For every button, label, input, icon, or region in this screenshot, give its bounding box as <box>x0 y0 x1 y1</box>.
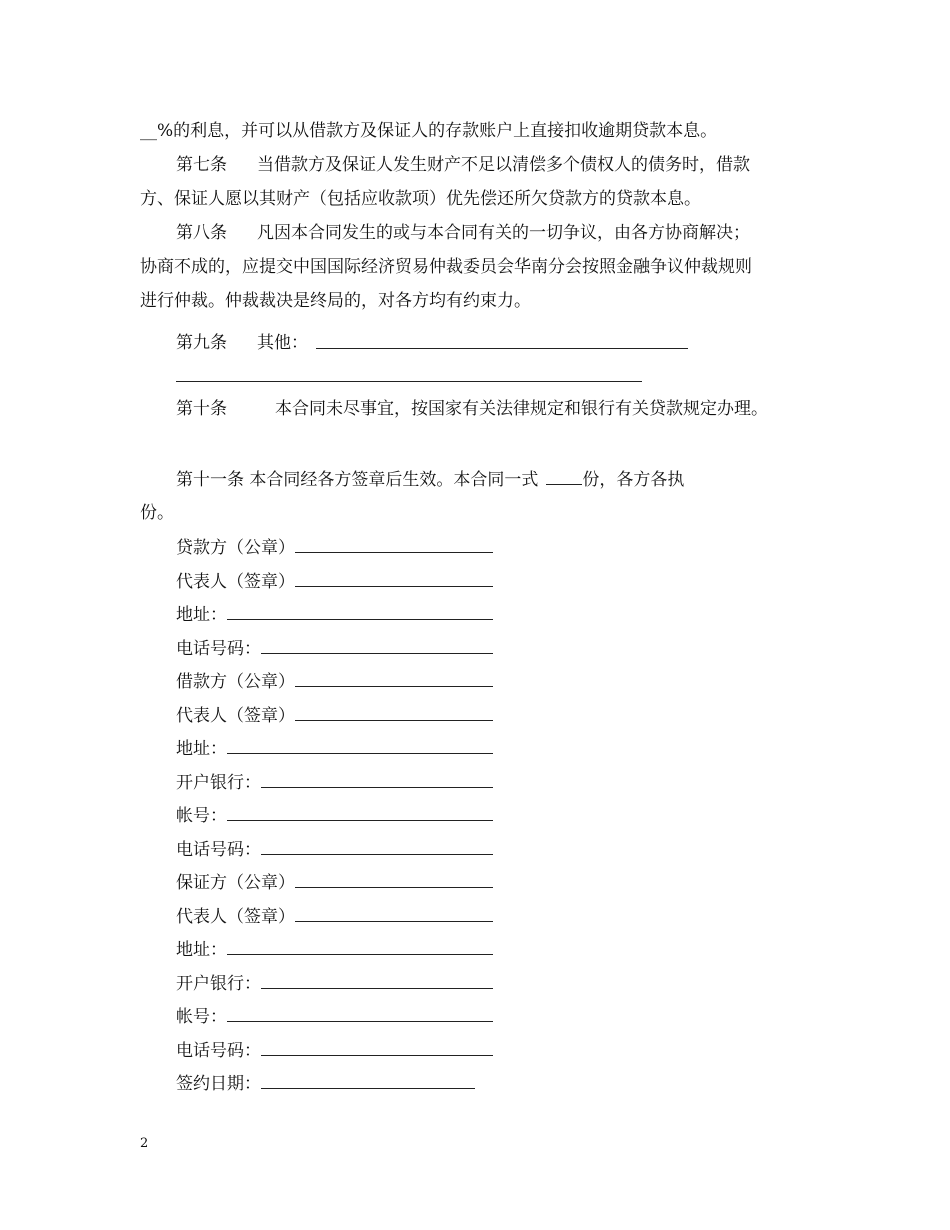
article-text: 凡因本合同发生的或与本合同有关的一切争议，由各方协商解决； <box>257 223 750 243</box>
article-11-line-2 <box>140 502 174 524</box>
signature-field-label: 地址： <box>176 605 227 625</box>
article-text: 其他： <box>257 333 308 353</box>
signature-field-blank[interactable] <box>227 737 493 754</box>
article-text: 第十一条 本合同经各方签章后生效。本合同一式 <box>176 470 539 490</box>
signature-field-row <box>176 871 493 894</box>
article-8-line-2 <box>140 256 752 278</box>
signature-field-row <box>176 670 493 693</box>
article-9-line <box>176 332 308 354</box>
signature-field-blank[interactable] <box>261 637 493 654</box>
article-number: 第七条 <box>176 155 227 175</box>
signature-field-label: 地址： <box>176 739 227 759</box>
article-text: 进行仲裁。仲裁裁决是终局的，对各方均有约束力。 <box>140 291 531 311</box>
signature-field-row <box>176 704 493 727</box>
fill-in-line[interactable] <box>176 381 642 382</box>
article-8-line-1 <box>176 222 750 244</box>
article-8-line-3 <box>140 290 531 312</box>
page-number: 2 <box>140 1136 149 1151</box>
article-number: 第九条 <box>176 333 227 353</box>
article-7-line-1 <box>176 154 750 176</box>
signature-field-row <box>176 804 493 827</box>
signature-field-row <box>176 972 493 995</box>
signature-field-blank[interactable] <box>227 938 493 955</box>
signature-field-label: 电话号码： <box>176 839 261 860</box>
signature-field-blank[interactable] <box>261 1072 475 1089</box>
fill-in-line[interactable] <box>316 348 688 349</box>
signature-field-row <box>176 1039 493 1062</box>
signature-field-row <box>176 536 493 559</box>
signature-field-label: 保证方（公章） <box>176 873 295 893</box>
article-11-line-1 <box>176 468 684 491</box>
signature-field-label: 开户银行： <box>176 772 261 793</box>
article-text: 当借款方及保证人发生财产不足以清偿多个债权人的债务时，借款 <box>257 155 750 175</box>
article-text: 方、保证人愿以其财产（包括应收款项）优先偿还所欠贷款方的贷款本息。 <box>140 189 701 209</box>
paragraph-continuation <box>140 120 717 142</box>
signature-field-blank[interactable] <box>227 603 493 620</box>
signature-field-label: 电话号码： <box>176 638 261 659</box>
copies-blank[interactable] <box>546 468 582 485</box>
signature-field-label: 开户银行： <box>176 973 261 994</box>
signature-field-label: 借款方（公章） <box>176 672 295 692</box>
signature-field-row <box>176 603 493 626</box>
signature-field-label: 签约日期： <box>176 1074 261 1094</box>
article-number: 第八条 <box>176 223 227 243</box>
signature-field-label: 代表人（签章） <box>176 906 295 927</box>
signature-field-blank[interactable] <box>261 1039 493 1056</box>
signature-field-label: 电话号码： <box>176 1040 261 1061</box>
signature-field-blank[interactable] <box>295 570 493 587</box>
signature-field-label: 帐号： <box>176 806 227 826</box>
signature-field-blank[interactable] <box>227 1005 493 1022</box>
signature-field-label: 帐号： <box>176 1007 227 1027</box>
signature-field-row <box>176 838 493 861</box>
signature-field-label: 代表人（签章） <box>176 705 295 726</box>
signature-field-row <box>176 570 493 593</box>
article-text: 份，各方各执 <box>582 470 685 490</box>
signature-field-blank[interactable] <box>227 804 493 821</box>
signature-field-blank[interactable] <box>295 670 493 687</box>
article-text: 份。 <box>140 503 174 523</box>
signature-field-row <box>176 771 493 794</box>
signature-field-blank[interactable] <box>295 905 493 922</box>
article-10-line <box>176 398 768 420</box>
signature-field-label: 贷款方（公章） <box>176 538 295 558</box>
signature-field-blank[interactable] <box>295 536 493 553</box>
signature-field-row <box>176 938 493 961</box>
article-text: 本合同未尽事宜，按国家有关法律规定和银行有关贷款规定办理。 <box>275 399 768 419</box>
signature-field-blank[interactable] <box>261 972 493 989</box>
signature-field-row <box>176 637 493 660</box>
signature-field-blank[interactable] <box>295 871 493 888</box>
article-number: 第十条 <box>176 399 227 419</box>
signature-field-label: 地址： <box>176 940 227 960</box>
signature-field-row <box>176 1005 493 1028</box>
signature-field-label: 代表人（签章） <box>176 571 295 592</box>
paragraph-text: __%的利息，并可以从借款方及保证人的存款账户上直接扣收逾期贷款本息。 <box>140 121 718 141</box>
signature-field-blank[interactable] <box>261 771 493 788</box>
signature-field-row <box>176 1072 475 1095</box>
article-7-line-2 <box>140 188 701 210</box>
signature-field-row <box>176 737 493 760</box>
signature-field-blank[interactable] <box>261 838 493 855</box>
signature-field-row <box>176 905 493 928</box>
article-text: 协商不成的，应提交中国国际经济贸易仲裁委员会华南分会按照金融争议仲裁规则 <box>140 257 752 277</box>
signature-field-blank[interactable] <box>295 704 493 721</box>
